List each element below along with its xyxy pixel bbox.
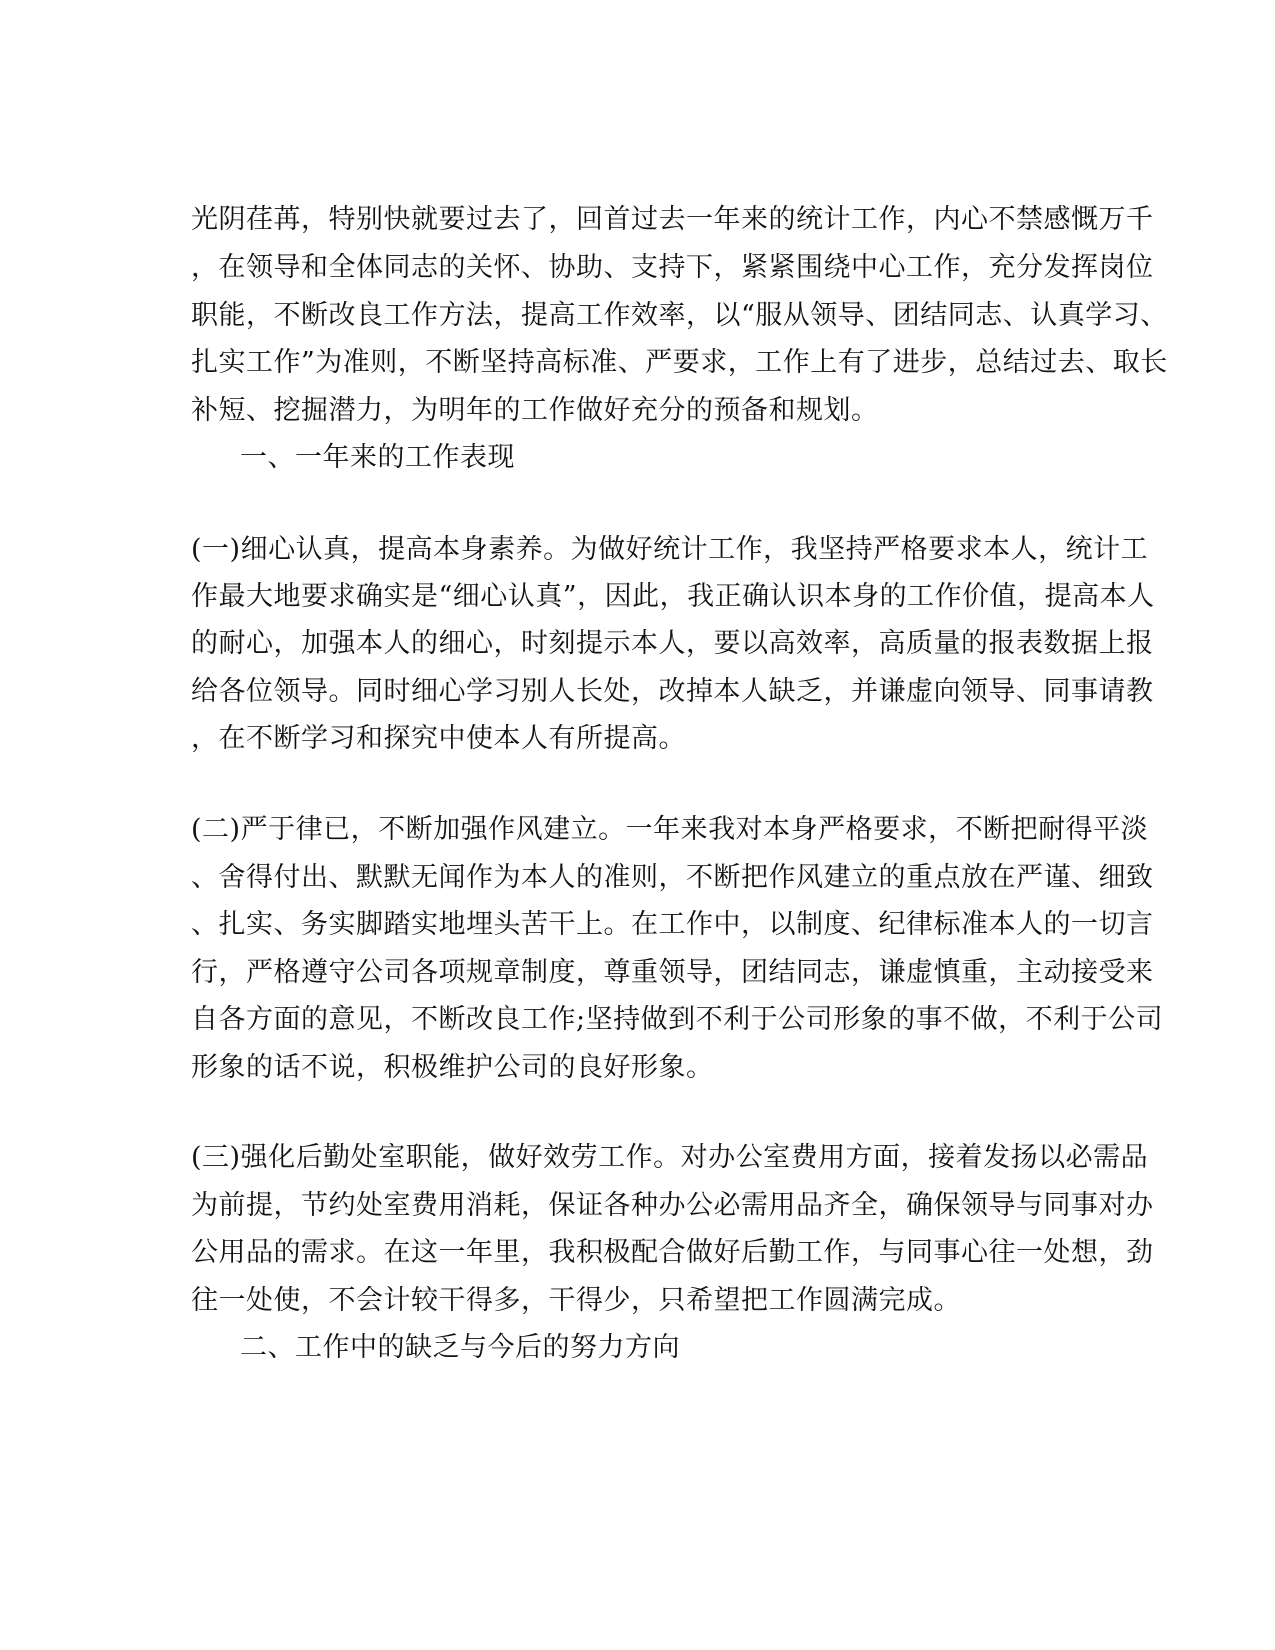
intro-line: 职能，不断改良工作方法，提高工作效率，以“服从领导、团结同志、认真学习、 — [191, 300, 1168, 331]
item2-line: 、扎实、务实脚踏实地埋头苦干上。在工作中，以制度、纪律标准本人的一切言 — [191, 909, 1154, 940]
item1-line: 作最大地要求确实是“细心认真”，因此，我正确认识本身的工作价值，提高本人 — [191, 581, 1155, 612]
intro-line: 补短、挖掘潜力，为明年的工作做好充分的预备和规划。 — [191, 395, 879, 426]
item2-line: (二)严于律已，不断加强作风建立。一年来我对本身严格要求，不断把耐得平淡 — [191, 814, 1149, 845]
section-heading: 二、工作中的缺乏与今后的努力方向 — [240, 1332, 680, 1363]
item1-line: (一)细心认真，提高本身素养。为做好统计工作，我坚持严格要求本人，统计工 — [191, 534, 1149, 565]
item1-line: 给各位领导。同时细心学习别人长处，改掉本人缺乏，并谦虚向领导、同事请教 — [191, 676, 1154, 707]
section-heading: 一、一年来的工作表现 — [240, 442, 515, 473]
intro-line: 扎实工作”为准则，不断坚持高标准、严要求，工作上有了进步，总结过去、取长 — [191, 347, 1168, 378]
item3-line: 公用品的需求。在这一年里，我积极配合做好后勤工作，与同事心往一处想，劲 — [191, 1237, 1154, 1268]
item2-line: 行，严格遵守公司各项规章制度，尊重领导，团结同志，谦虚慎重，主动接受来 — [191, 957, 1154, 988]
item3-line: 为前提，节约处室费用消耗，保证各种办公必需用品齐全，确保领导与同事对办 — [191, 1190, 1154, 1221]
item2-line: 、舍得付出、默默无闻作为本人的准则，不断把作风建立的重点放在严谨、细致 — [191, 862, 1154, 893]
intro-line: 光阴荏苒，特别快就要过去了，回首过去一年来的统计工作，内心不禁感慨万千 — [191, 204, 1154, 235]
item2-line: 形象的话不说，积极维护公司的良好形象。 — [191, 1052, 714, 1083]
intro-line: ，在领导和全体同志的关怀、协助、支持下，紧紧围绕中心工作，充分发挥岗位 — [191, 252, 1154, 283]
item1-line: 的耐心，加强本人的细心，时刻提示本人，要以高效率，高质量的报表数据上报 — [191, 628, 1154, 659]
item1-line: ，在不断学习和探究中使本人有所提高。 — [191, 723, 686, 754]
item3-line: 往一处使，不会计较干得多，干得少，只希望把工作圆满完成。 — [191, 1285, 961, 1316]
item3-line: (三)强化后勤处室职能，做好效劳工作。对办公室费用方面，接着发扬以必需品 — [191, 1142, 1149, 1173]
item2-line: 自各方面的意见，不断改良工作;坚持做到不利于公司形象的事不做，不利于公司 — [191, 1004, 1164, 1035]
